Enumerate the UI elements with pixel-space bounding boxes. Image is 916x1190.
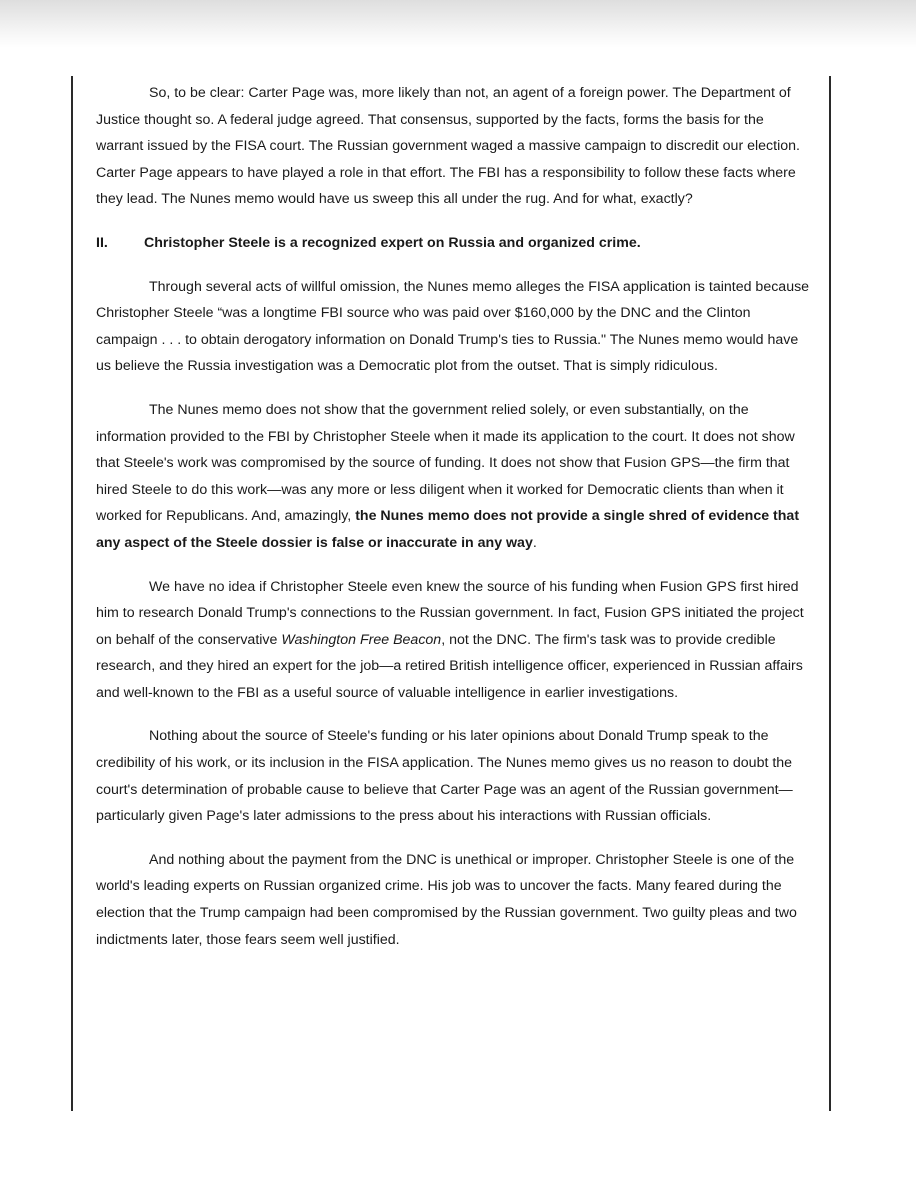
paragraph-text: The Nunes memo does not show that the government relied solely, or even substantially, on the information provided to the FBI by Christopher Steele when it made its application to the court. It does not show that Steele's work was compromised by the source of funding. It does not show that Fusion GPS—the firm that hired Steele to do this work—was any more or less diligent when it worked for Democratic clients than when it worked for Republicans. And, amazingly, (96, 401, 795, 525)
publication-name: Washington Free Beacon (281, 631, 442, 648)
section-heading (96, 230, 812, 257)
viewer-top-shadow (0, 0, 916, 48)
paragraph-government-reliance (96, 397, 812, 557)
section-number: II. (96, 234, 108, 251)
paragraph-credibility: Nothing about the source of Steele's funding or his later opinions about Donald Trump speak to the credibility of his work, or its inclusion in the FISA application. The Nunes memo gives us no reason to doubt the court's determination of probable cause to believe that Carter Page was an agent of the Russian government—particularly given Page's later admissions to the press about his interactions with Russian officials. (96, 728, 793, 825)
document-body (96, 80, 812, 970)
paragraph-dnc-payment: And nothing about the payment from the DNC is unethical or improper. Christopher Steele is one of the world's leading experts on Russian organized crime. His job was to uncover the facts. Many feared during the election that the Trump campaign had been compromised by the Russian government. Two guilty pleas and two indictments later, those fears seem well justified. (96, 851, 797, 948)
paragraph-funding-source (96, 574, 812, 707)
paragraph-carter-page: So, to be clear: Carter Page was, more likely than not, an agent of a foreign power. The Department of Justice thought so. A federal judge agreed. That consensus, supported by the facts, forms the basis for the warrant issued by the FISA court. The Russian government waged a massive campaign to discredit our election. Carter Page appears to have played a role in that effort. The FBI has a responsibility to follow these facts where they lead. The Nunes memo would have us sweep this all under the rug. And for what, exactly? (96, 85, 800, 208)
left-margin-bar (71, 76, 73, 1111)
paragraph-text-end: . (532, 534, 537, 551)
paragraph-text-end: , not the DNC. The firm's task was to provide credible research, and they hired an expert for the job—a retired British intelligence officer, experienced in Russian affairs and well-known to the FBI as a useful source of valuable intelligence in earlier investigations. (96, 631, 803, 701)
right-margin-bar (829, 76, 831, 1111)
paragraph-text: We have no idea if Christopher Steele even knew the source of his funding when Fusion GPS first hired him to research Donald Trump's connections to the Russian government. In fact, Fusion GPS initiated the project on behalf of the conservative (96, 578, 804, 648)
section-title: Christopher Steele is a recognized expert on Russia and organized crime. (144, 234, 641, 251)
paragraph-willful-omission: Through several acts of willful omission, the Nunes memo alleges the FISA application is tainted because Christopher Steele “was a longtime FBI source who was paid over $160,000 by the DNC and the Clinton campaign . . . to obtain derogatory information on Donald Trump's ties to Russia." The Nunes memo would have us believe the Russia investigation was a Democratic plot from the outset. That is simply ridiculous. (96, 278, 810, 375)
emphasis-text: the Nunes memo does not provide a single shred of evidence that any aspect of the Steele dossier is false or inaccurate in any way (96, 508, 800, 551)
